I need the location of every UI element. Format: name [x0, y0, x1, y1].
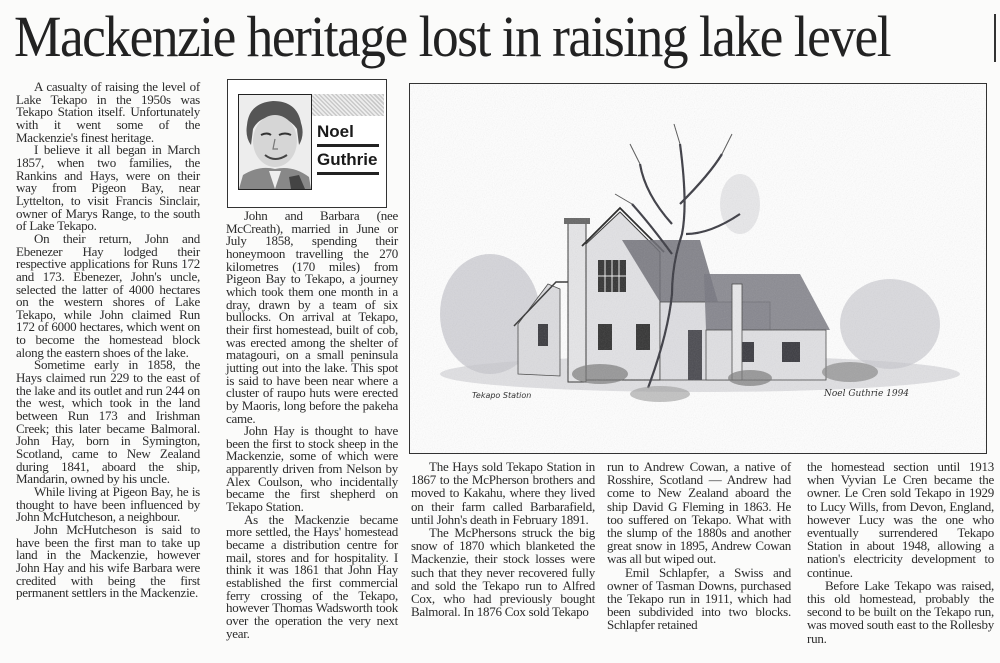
paragraph: The Hays sold Tekapo Station in 1867 to the McPherson brothers and moved to Kakahu, where they lived on their farm called Barbarafield, until John's death in February 1891. [411, 459, 595, 527]
author-last-name: Guthrie [317, 150, 379, 175]
author-first-name: Noel [317, 122, 379, 147]
paragraph: John and Barbara (nee McCreath), married in June or July 1858, spending their honeymoon travelling the 270 kilometres (170 miles) from Pigeon Bay to Tekapo, a journey which took them one month in a dray, drawn by a team of six bullocks. On arrival at Tekapo, their first homestead, built of cob, was erected among the shelter of matagouri, on a small peninsula jutting out into the lake. This spot is said to have been near where a cluster of raupo huts were erected by Maoris, long before the pakeha came. [226, 208, 398, 426]
homestead-illustration [409, 83, 987, 454]
article-column-4 [607, 460, 791, 632]
article-column-2 [226, 210, 398, 640]
paragraph: I believe it all began in March 1857, when two families, the Rankins and Hays, were on their way from Pigeon Bay, near Lyttelton, to visit Francis Sinclair, owner of Marys Range, to the south of Lake Tekapo. [16, 142, 200, 234]
paragraph: While living at Pigeon Bay, he is thought to have been influenced by John McHutcheson, a neighbour. [16, 484, 200, 525]
column-rule [994, 14, 996, 62]
paragraph: As the Mackenzie became more settled, the Hays' homestead became a distribution centre for mail, stores and for hospitality. I think it was 1861 that John Hay established the first commercial ferry crossing of the Tekapo, however Thomas Wadsworth took over the operation the very next year. [226, 511, 398, 641]
headline: Mackenzie heritage lost in raising lake level [14, 4, 891, 69]
paragraph: the homestead section until 1913 when Vyvian Le Cren became the owner. Le Cren sold Tekapo in 1929 to Lucy Wills, from Devon, England, however Lucy was the one who eventually surrendered Tekapo Station in about 1948, allowing a nation's electricity development to continue. [807, 459, 994, 580]
paragraph: run to Andrew Cowan, a native of Rosshire, Scotland — Andrew had come to New Zealand aboard the ship David G Fleming in 1863. He too suffered on Tekapo. What with the slump of the 1880s and another great snow in 1895, Andrew Cowan was all but wiped out. [607, 459, 791, 567]
byline-box [227, 79, 387, 208]
paragraph: Emil Schlapfer, a Swiss and owner of Tasman Downs, purchased the Tekapo run in 1911, which had been subdivided into two blocks. Schlapfer retained [607, 564, 791, 633]
illustration-caption: Tekapo Station [472, 391, 532, 400]
paragraph: Before Lake Tekapo was raised, this old homestead, probably the second to be built on the Tekapo run, was moved south east to the Rollesby run. [807, 577, 994, 646]
author-portrait [238, 94, 312, 190]
paragraph: The McPhersons struck the big snow of 1870 which blanketed the Mackenzie, their stock losses were such that they never recovered fully and sold the Tekapo run to Alfred Cox, who had previously bought Balmoral. In 1876 Cox sold Tekapo [411, 525, 595, 620]
artist-signature: Noel Guthrie 1994 [824, 389, 910, 399]
article-column-1 [16, 81, 200, 600]
paragraph: John McHutcheson is said to have been the first man to take up land in the Mackenzie, however John Hay and his wife Barbara were credited with being the first permanent settlers in the Mackenzie. [16, 521, 200, 601]
article-column-3 [411, 460, 595, 618]
article-column-5 [807, 460, 994, 645]
paragraph: A casualty of raising the level of Lake Tekapo in the 1950s was Tekapo Station itself. Unfortunately with it went some of the Mackenzie's finest heritage. [16, 79, 200, 145]
paragraph: John Hay is thought to have been the first to stock sheep in the Mackenzie, some of which were apparently driven from Nelson by Alex Coulson, who incidentally became the first shepherd on Tekapo Station. [226, 423, 398, 515]
paragraph: On their return, John and Ebenezer Hay lodged their respective applications for Runs 172 and 173. Ebenezer, John's uncle, selected the latter of 4000 hectares on the western shores of Lake Tekapo, while John claimed Run 172 of 6000 hectares, which went on to become the homestead block along the eastern shoes of the lake. [16, 230, 200, 360]
paragraph: Sometime early in 1858, the Hays claimed run 229 to the east of the lake and its outlet and run 244 on the west, which took in the land between Run 173 and Irishman Creek; this later became Balmoral. John Hay, born in Symington, Scotland, came to New Zealand during 1841, aboard the ship, Mandarin, owned by his uncle. [16, 357, 200, 487]
